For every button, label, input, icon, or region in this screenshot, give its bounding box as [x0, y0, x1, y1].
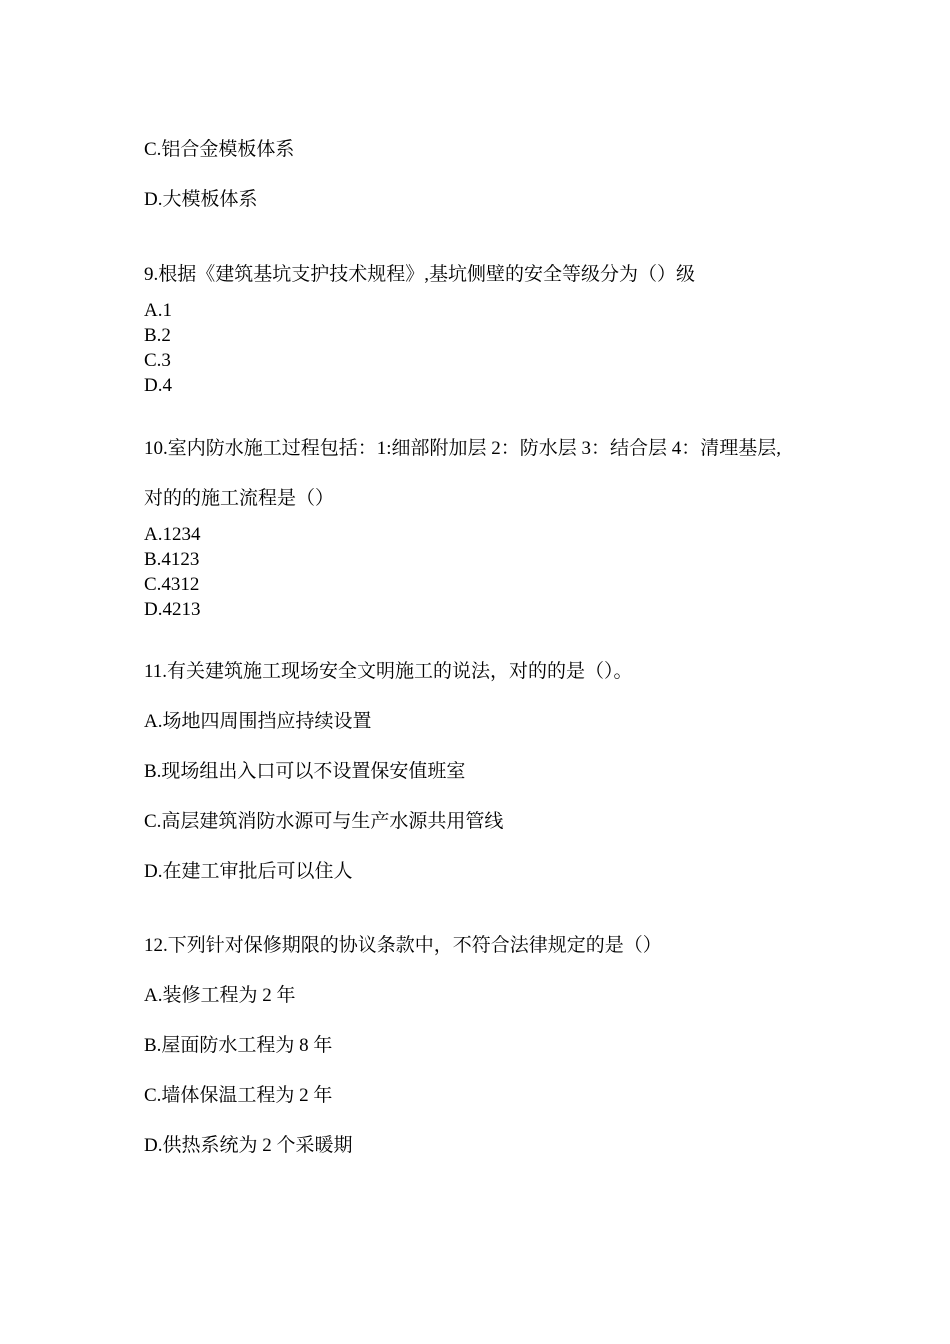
q9-option-b: B.2: [144, 325, 171, 346]
q12-option-c: C.墙体保温工程为 2 年: [144, 1085, 333, 1106]
q11-option-d: D.在建工审批后可以住人: [144, 861, 353, 882]
q12-question: 12.下列针对保修期限的协议条款中，不符合法律规定的是（）: [144, 935, 662, 956]
q12-option-b: B.屋面防水工程为 8 年: [144, 1035, 333, 1056]
q9-option-a: A.1: [144, 300, 172, 321]
q10-option-c: C.4312: [144, 574, 200, 595]
q9-option-c: C.3: [144, 350, 171, 371]
q12-option-d: D.供热系统为 2 个采暖期: [144, 1135, 353, 1156]
q11-question: 11.有关建筑施工现场安全文明施工的说法，对的的是（）。: [144, 661, 633, 682]
q10-option-b: B.4123: [144, 549, 200, 570]
q12-option-a: A.装修工程为 2 年: [144, 985, 296, 1006]
q11-option-c: C.高层建筑消防水源可与生产水源共用管线: [144, 811, 504, 832]
q11-option-a: A.场地四周围挡应持续设置: [144, 711, 372, 732]
q11-option-b: B.现场组出入口可以不设置保安值班室: [144, 761, 466, 782]
q8-option-d: D.大模板体系: [144, 189, 258, 210]
q10-option-a: A.1234: [144, 524, 201, 545]
q8-option-c: C.铝合金模板体系: [144, 139, 295, 160]
q9-option-d: D.4: [144, 375, 172, 396]
q10-option-d: D.4213: [144, 599, 201, 620]
q10-question-line2: 对的的施工流程是（）: [144, 488, 335, 509]
q10-question-line1: 10.室内防水施工过程包括：1:细部附加层 2：防水层 3：结合层 4：清理基层,: [144, 438, 782, 459]
q9-question: 9.根据《建筑基坑支护技术规程》,基坑侧壁的安全等级分为（）级: [144, 264, 696, 285]
